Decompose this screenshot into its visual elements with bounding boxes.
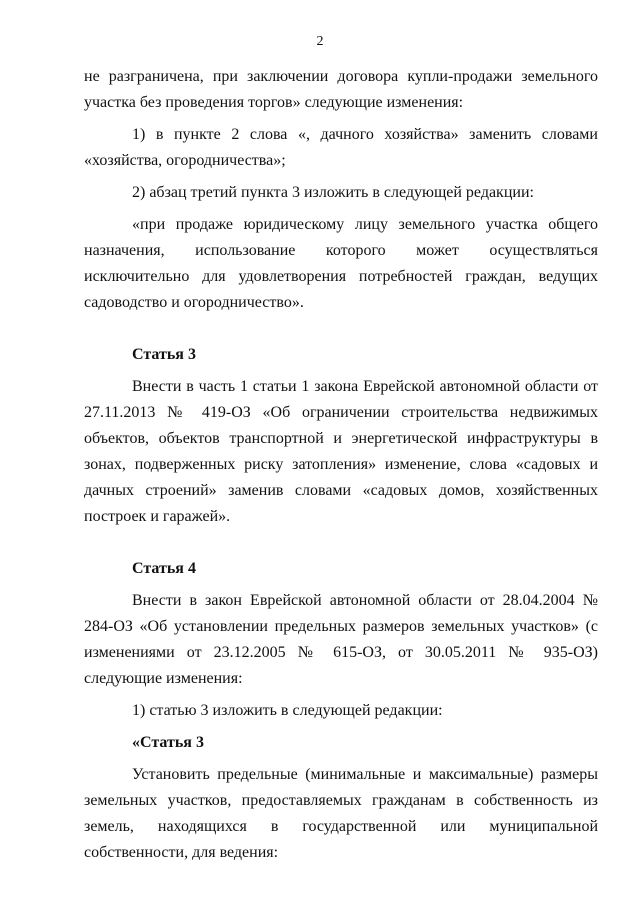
quoted-article-3-text: Установить предельные (минимальные и максимальные) размеры земельных участков, предоставляемых гражданам в собственность из земель, находящихся в государственной или муниципальной собственности, для ведения:	[84, 766, 598, 861]
article-3-heading: Статья 3	[132, 346, 196, 363]
article-4-item-1: 1) статью 3 изложить в следующей редакции:	[132, 702, 443, 719]
paragraph-item-2: 2) абзац третий пункта 3 изложить в следующей редакции:	[132, 184, 534, 201]
paragraph-continuation: не разграничена, при заключении договора купли-продажи земельного участка без проведения торгов» следующие изменения:	[84, 68, 598, 111]
page-number: 2	[316, 34, 324, 49]
paragraph-quoted-abzac: «при продаже юридическому лицу земельного участка общего назначения, использование которого может осуществляться исключительно для удовлетворения потребностей граждан, ведущих садоводство и огородничество».	[84, 216, 598, 311]
document-body	[84, 64, 598, 866]
paragraph-item-1: 1) в пункте 2 слова «, дачного хозяйства» заменить словами «хозяйства, огородничества»;	[84, 126, 598, 169]
article-4-text: Внести в закон Еврейской автономной области от 28.04.2004 № 284-ОЗ «Об установлении предельных размеров земельных участков» (с изменениями от 23.12.2005 № 615-ОЗ, от 30.05.2011 № 935-ОЗ) следующие изменения:	[84, 592, 598, 687]
article-4-heading: Статья 4	[132, 560, 196, 577]
article-3-text: Внести в часть 1 статьи 1 закона Еврейской автономной области от 27.11.2013 № 419-ОЗ «Об ограничении строительства недвижимых объектов, объектов транспортной и энергетической инфраструктуры в зонах, подверженных риску затопления» изменение, слова «садовых и дачных строений» заменив словами «садовых домов, хозяйственных построек и гаражей».	[84, 378, 598, 525]
quoted-article-3-heading: «Статья 3	[132, 734, 204, 751]
